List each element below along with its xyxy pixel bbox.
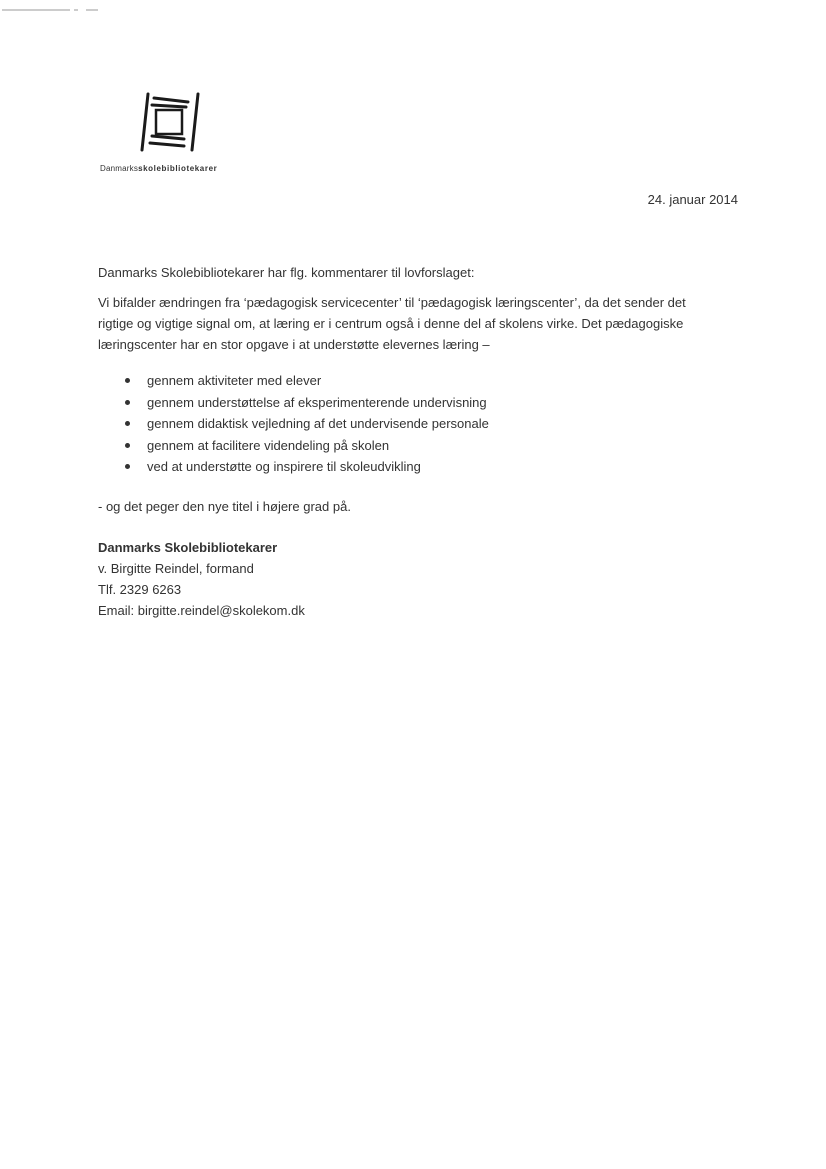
bullet-item: gennem understøttelse af eksperimenterende undervisning (122, 392, 489, 414)
letter-date: 24. januar 2014 (647, 192, 738, 207)
bullet-list (122, 370, 489, 478)
paragraph-line: læringscenter har en stor opgave i at understøtte elevernes læring – (98, 337, 490, 352)
main-paragraph (98, 292, 728, 355)
logo-caption-bold: skolebibliotekarer (138, 164, 218, 173)
signature-block (98, 537, 305, 621)
intro-line: Danmarks Skolebibliotekarer har flg. kommentarer til lovforslaget: (98, 265, 475, 280)
bullet-item: gennem at facilitere videndeling på skolen (122, 435, 489, 457)
signature-organization: Danmarks Skolebibliotekarer (98, 540, 278, 555)
signature-email: Email: birgitte.reindel@skolekom.dk (98, 603, 305, 618)
logo-caption-light: Danmarks (100, 164, 139, 173)
organization-logo (132, 90, 204, 156)
bullet-item: gennem aktiviteter med elever (122, 370, 489, 392)
signature-phone: Tlf. 2329 6263 (98, 582, 182, 597)
scan-artifact-lines (0, 8, 110, 12)
paragraph-line: Vi bifalder ændringen fra ‘pædagogisk servicecenter’ til ‘pædagogisk læringscenter’, da det sender det (98, 295, 686, 310)
bullet-item: gennem didaktisk vejledning af det undervisende personale (122, 413, 489, 435)
bullet-item: ved at understøtte og inspirere til skoleudvikling (122, 456, 489, 478)
paragraph-line: rigtige og vigtige signal om, at læring er i centrum også i denne del af skolens virke. Det pædagogiske (98, 316, 684, 331)
signature-name: v. Birgitte Reindel, formand (98, 561, 254, 576)
closing-line: - og det peger den nye titel i højere grad på. (98, 499, 351, 514)
logo-caption (100, 164, 217, 173)
